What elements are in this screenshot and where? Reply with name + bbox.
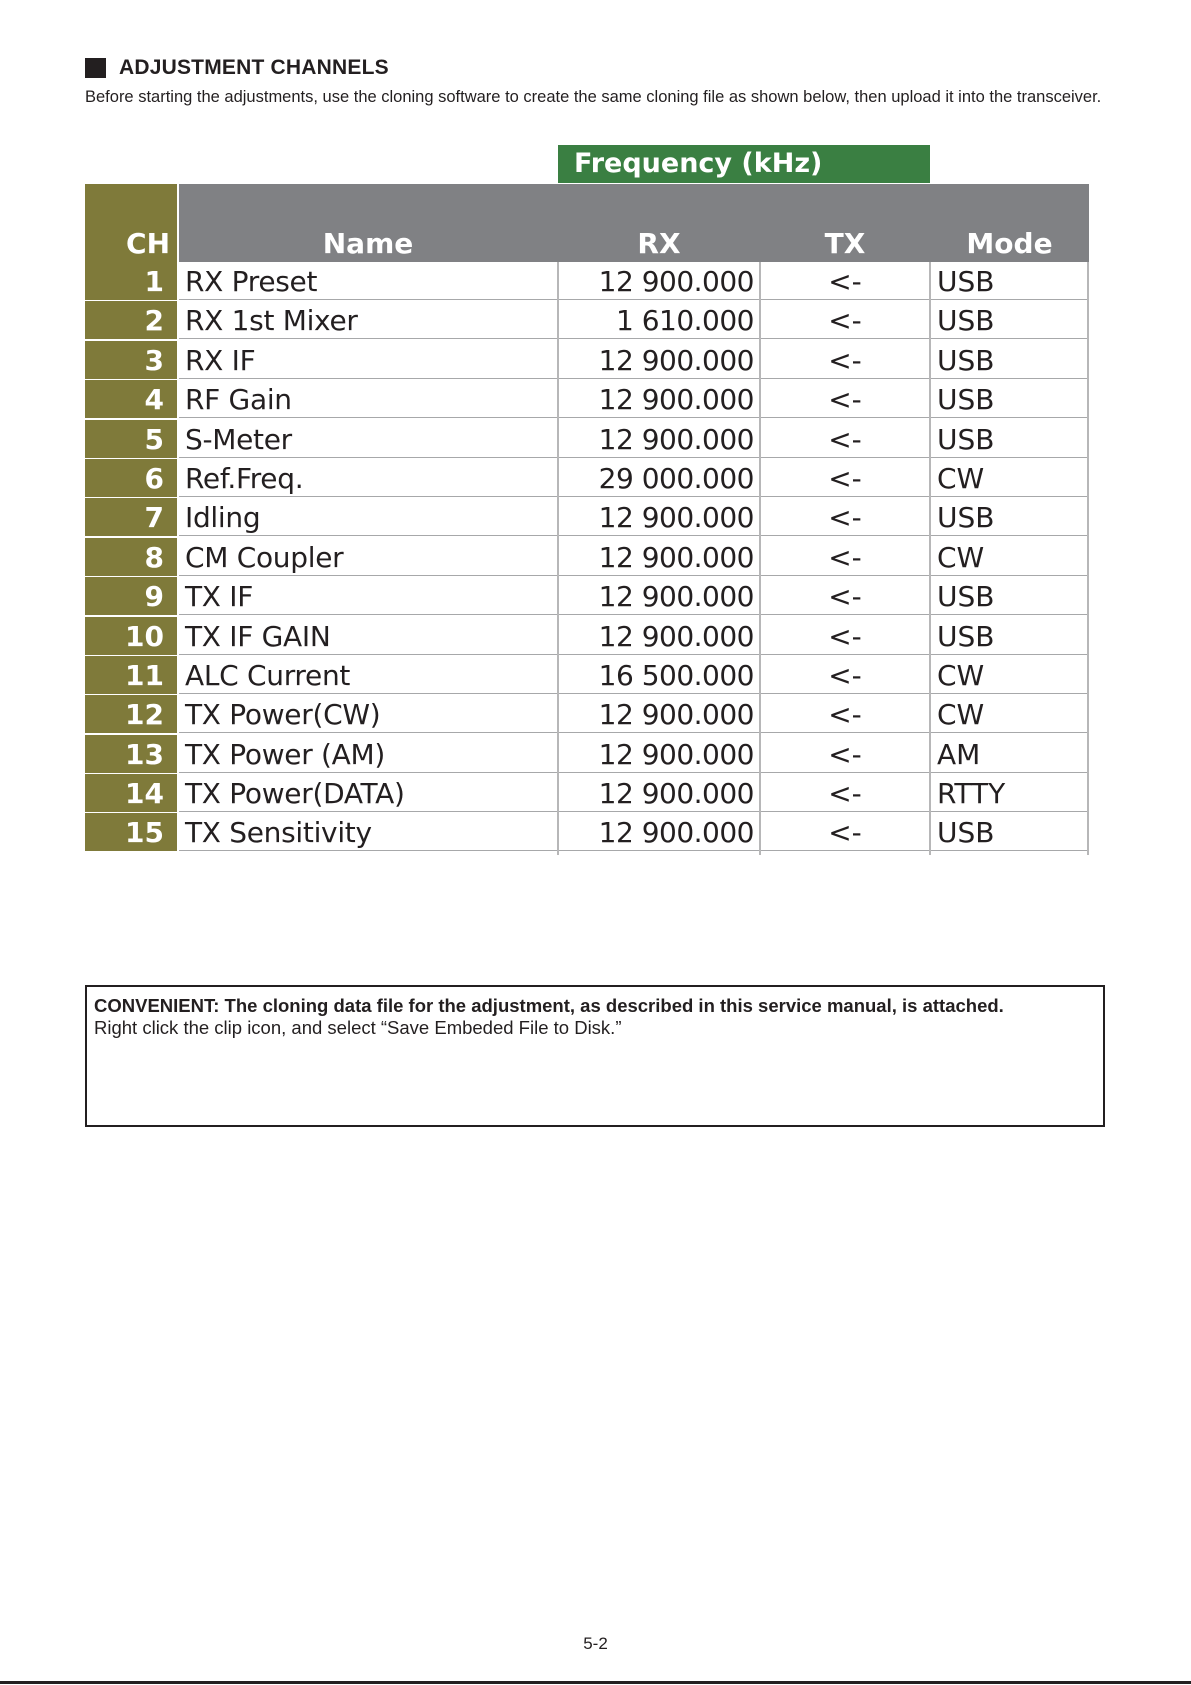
cell-tx: <- [828, 304, 862, 338]
cell-ch: 10 [85, 617, 178, 655]
cell-mode: USB [937, 619, 995, 653]
cell-rx: 12 900.000 [598, 816, 754, 850]
cell-rx: 12 900.000 [598, 698, 754, 732]
cell-tx: <- [828, 422, 862, 456]
cell-ch: 14 [85, 774, 178, 812]
cell-tx: <- [828, 501, 862, 535]
cell-ch: 3 [85, 341, 178, 379]
cell-tx: <- [828, 816, 862, 850]
cell-rx: 12 900.000 [598, 422, 754, 456]
column-divider [557, 262, 559, 855]
cell-ch: 5 [85, 420, 178, 458]
table-row [85, 498, 1089, 536]
cell-tx: <- [828, 383, 862, 417]
cell-tx: <- [828, 698, 862, 732]
cell-rx: 12 900.000 [598, 343, 754, 377]
header-mode: Mode [930, 184, 1089, 262]
section-heading [85, 55, 389, 81]
cell-mode: USB [937, 343, 995, 377]
table-row [85, 420, 1089, 458]
cell-rx: 1 610.000 [615, 304, 754, 338]
header-tx: TX [760, 184, 930, 262]
cell-mode: USB [937, 580, 995, 614]
cell-tx: <- [828, 343, 862, 377]
intro-paragraph: Before starting the adjustments, use the cloning software to create the same cloning file as shown below, then upload it into the transceiver. [85, 88, 1102, 106]
cell-tx: <- [828, 461, 862, 495]
note-text: Right click the clip icon, and select “Save Embeded File to Disk.” [94, 1017, 622, 1038]
cell-rx: 12 900.000 [598, 777, 754, 811]
cell-mode: USB [937, 816, 995, 850]
cell-ch: 7 [85, 498, 178, 536]
cell-rx: 12 900.000 [598, 501, 754, 535]
cell-tx: <- [828, 737, 862, 771]
cell-tx: <- [828, 265, 862, 298]
page-number: 5-2 [583, 1634, 608, 1653]
section-title: ADJUSTMENT CHANNELS [119, 56, 389, 79]
cell-mode: CW [937, 540, 985, 574]
cell-rx: 12 900.000 [598, 265, 754, 298]
cell-ch: 6 [85, 459, 178, 497]
header-name: Name [178, 184, 558, 262]
cell-rx: 12 900.000 [598, 619, 754, 653]
cell-name: RX IF [185, 343, 256, 377]
cell-name: TX IF GAIN [185, 619, 331, 653]
cell-ch: 12 [85, 695, 178, 733]
cell-ch: 15 [85, 813, 178, 851]
cell-mode: USB [937, 304, 995, 338]
table-row [85, 617, 1089, 655]
table-row [85, 341, 1089, 379]
cell-rx: 12 900.000 [598, 737, 754, 771]
cell-tx: <- [828, 777, 862, 811]
adjustment-channels-table [85, 145, 1089, 855]
cell-ch: 2 [85, 301, 178, 339]
heading-square-icon [85, 58, 106, 78]
table-row [85, 459, 1089, 497]
cell-name: TX Power (AM) [185, 737, 386, 771]
table-row [85, 301, 1089, 339]
table-row [85, 695, 1089, 733]
cell-name: S-Meter [185, 422, 292, 456]
table-row [85, 656, 1089, 694]
cell-mode: USB [937, 383, 995, 417]
cell-mode: CW [937, 658, 985, 692]
cell-name: CM Coupler [185, 540, 344, 574]
cell-name: ALC Current [185, 658, 351, 692]
cell-ch: 1 [85, 262, 178, 300]
table-row [85, 813, 1089, 851]
cell-mode: USB [937, 501, 995, 535]
cell-name: RX Preset [185, 265, 318, 298]
cell-name: TX Power(DATA) [185, 777, 405, 811]
table-row [85, 577, 1089, 615]
cell-rx: 12 900.000 [598, 540, 754, 574]
cell-tx: <- [828, 580, 862, 614]
table-row [85, 735, 1089, 773]
note-heading: CONVENIENT: The cloning data file for the adjustment, as described in this service manual, is attached. [94, 995, 1004, 1016]
cell-rx: 12 900.000 [598, 580, 754, 614]
column-divider [929, 262, 931, 855]
cell-tx: <- [828, 540, 862, 574]
cell-name: Ref.Freq. [185, 461, 304, 495]
cell-name: TX Power(CW) [185, 698, 381, 732]
cell-rx: 12 900.000 [598, 383, 754, 417]
cell-ch: 9 [85, 577, 178, 615]
cell-rx: 29 000.000 [598, 461, 754, 495]
cell-ch: 4 [85, 380, 178, 418]
column-divider [177, 184, 179, 855]
header-rx: RX [558, 184, 760, 262]
header-ch: CH [85, 184, 178, 262]
cell-tx: <- [828, 619, 862, 653]
frequency-group-header: Frequency (kHz) [558, 145, 930, 183]
cell-name: TX Sensitivity [185, 816, 372, 850]
table-row [85, 538, 1089, 576]
convenient-note-box [85, 985, 1105, 1127]
cell-tx: <- [828, 658, 862, 692]
table-row [85, 380, 1089, 418]
column-divider [759, 262, 761, 855]
cell-name: TX IF [185, 580, 254, 614]
cell-mode: RTTY [937, 777, 1006, 811]
bottom-rule [0, 1681, 1191, 1684]
cell-name: Idling [185, 501, 261, 535]
cell-mode: AM [937, 737, 981, 771]
cell-mode: USB [937, 265, 995, 298]
cell-ch: 11 [85, 656, 178, 694]
cell-name: RF Gain [185, 383, 292, 417]
table-row [85, 262, 1089, 300]
cell-name: RX 1st Mixer [185, 304, 358, 338]
table-body [85, 262, 1089, 853]
cell-rx: 16 500.000 [598, 658, 754, 692]
cell-ch: 13 [85, 735, 178, 773]
cell-mode: CW [937, 698, 985, 732]
cell-ch: 8 [85, 538, 178, 576]
column-divider [1087, 262, 1089, 855]
cell-mode: CW [937, 461, 985, 495]
table-row [85, 774, 1089, 812]
cell-mode: USB [937, 422, 995, 456]
